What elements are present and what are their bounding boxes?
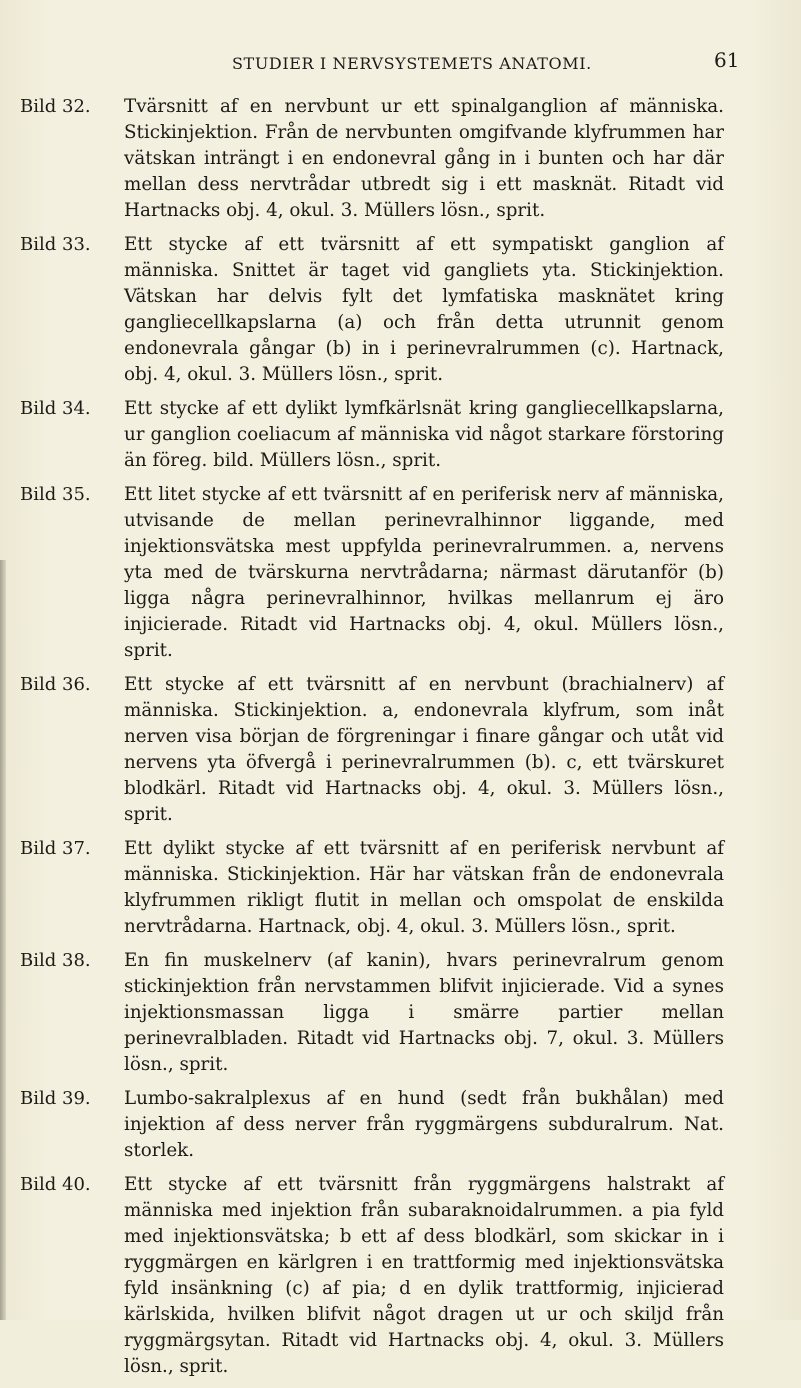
figure-label: Bild 39. xyxy=(20,1088,91,1109)
caption-text: Tvärsnitt af en nervbunt ur ett spinalganglion af människa. Stickinjektion. Från de nervbunten omgifvande klyfrummen har vätskan inträngt i en endonevral gång in i bunten och har där mellan dess nervtrådar utbredt sig i ett masknät. Ritadt vid Hartnacks obj. 4, okul. 3. Müllers lösn., sprit. xyxy=(124,96,724,221)
figure-label: Bild 37. xyxy=(20,838,91,859)
figure-label: Bild 35. xyxy=(20,484,91,505)
figure-label: Bild 32. xyxy=(20,96,91,117)
figure-label: Bild 38. xyxy=(20,950,91,971)
caption-entry-36 xyxy=(0,672,801,828)
caption-entry-34 xyxy=(0,396,801,474)
caption-text: Ett stycke af ett tvärsnitt af en nervbunt (brachialnerv) af människa. Stickinjektion. a, endonevrala klyfrum, som inåt nerven visa början de förgreningar i finare gångar och utåt vid nervens yta öfvergå i perinevralrummen (b). c, ett tvärskuret blodkärl. Ritadt vid Hartnacks obj. 4, okul. 3. Müllers lösn., sprit. xyxy=(124,674,724,825)
figure-label: Bild 33. xyxy=(20,234,91,255)
figure-label: Bild 40. xyxy=(20,1174,91,1195)
caption-entry-33 xyxy=(0,232,801,388)
running-head: STUDIER I NERVSYSTEMETS ANATOMI. xyxy=(232,54,592,73)
figure-label: Bild 34. xyxy=(20,398,91,419)
caption-entry-37 xyxy=(0,836,801,940)
figure-label: Bild 36. xyxy=(20,674,91,695)
caption-entry-40 xyxy=(0,1172,801,1380)
figure-caption-list xyxy=(0,94,801,1388)
caption-text: Ett stycke af ett tvärsnitt från ryggmärgens halstrakt af människa med injektion från subaraknoidalrummen. a pia fyld med injektionsvätska; b ett af dess blodkärl, som skickar in i ryggmärgen en kärlgren i en trattformig med injektionsvätska fyld insänkning (c) af pia; d en dylik trattformig, injicierad kärlskida, hvilken blifvit något dragen ut ur och skiljd från ryggmärgsytan. Ritadt vid Hartnacks obj. 4, okul. 3. Müllers lösn., sprit. xyxy=(124,1174,724,1377)
caption-text: En fin muskelnerv (af kanin), hvars perinevralrum genom stickinjektion från nervstammen blifvit injicierade. Vid a synes injektionsmassan ligga i smärre partier mellan perinevralbladen. Ritadt vid Hartnacks obj. 7, okul. 3. Müllers lösn., sprit. xyxy=(124,950,724,1075)
caption-entry-35 xyxy=(0,482,801,664)
caption-text: Ett dylikt stycke af ett tvärsnitt af en periferisk nervbunt af människa. Stickinjektion. Här har vätskan från de endonevrala klyfrummen rikligt flutit in mellan och omspolat de enskilda nervtrådarna. Hartnack, obj. 4, okul. 3. Müllers lösn., sprit. xyxy=(124,838,724,937)
caption-entry-39 xyxy=(0,1086,801,1164)
caption-entry-38 xyxy=(0,948,801,1078)
caption-entry-32 xyxy=(0,94,801,224)
page-number: 61 xyxy=(714,48,740,72)
caption-text: Ett litet stycke af ett tvärsnitt af en periferisk nerv af människa, utvisande de mellan perinevralhinnor liggande, med injektionsvätska mest uppfylda perinevralrummen. a, nervens yta med de tvärskurna nervtrådarna; närmast därutanför (b) ligga några perinevralhinnor, hvilkas mellanrum ej äro injicierade. Ritadt vid Hartnacks obj. 4, okul. Müllers lösn., sprit. xyxy=(124,484,724,661)
caption-text: Lumbo-sakralplexus af en hund (sedt från bukhålan) med injektion af dess nerver från ryggmärgens subduralrum. Nat. storlek. xyxy=(124,1088,724,1161)
caption-text: Ett stycke af ett tvärsnitt af ett sympatiskt ganglion af människa. Snittet är taget vid gangliets yta. Stickinjektion. Vätskan har delvis fylt det lymfatiska masknätet kring gangliecellkapslarna (a) och från detta utrunnit genom endonevrala gångar (b) in i perinevralrummen (c). Hartnack, obj. 4, okul. 3. Müllers lösn., sprit. xyxy=(124,234,724,385)
caption-text: Ett stycke af ett dylikt lymfkärlsnät kring gangliecellkapslarna, ur ganglion coeliacum af människa vid något starkare förstoring än föreg. bild. Müllers lösn., sprit. xyxy=(124,398,724,471)
